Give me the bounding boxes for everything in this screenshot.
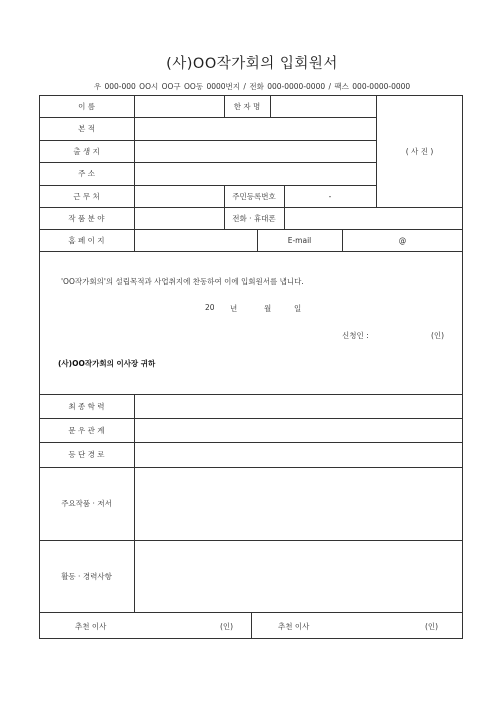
homepage-field[interactable] [134,229,257,251]
resident-number-label: 주민등록번호 [232,191,276,201]
works-field[interactable] [134,467,463,540]
date-year: 년 [230,304,238,313]
applicant-seal: (인) [431,331,445,340]
declaration-statement: 'OO작가회의'의 설립목적과 사업취지에 찬동하여 이에 입회원서를 냅니다. [61,277,304,286]
address-label: 주 소 [78,169,95,178]
activities-label: 활동 · 경력사항 [61,571,112,581]
email-field[interactable]: @ [398,235,407,245]
recommender-1-seal: (인) [220,622,234,631]
birthplace-field[interactable] [134,140,376,162]
education-label: 최 종 학 력 [68,401,105,411]
education-field[interactable] [134,394,463,418]
resident-number-field[interactable]: - [328,191,332,201]
recommender-2-label: 추천 이사 [278,622,310,631]
recommender-2-seal: (인) [425,622,439,631]
hometown-label: 본 적 [78,124,95,133]
applicant-label: 신청인 : [342,331,369,340]
genre-label: 작 품 분 야 [68,213,105,223]
row-divider [39,251,463,252]
form-title: (사)OO작가회의 입회원서 [166,56,338,72]
photo-box: ( 사 진 ) [405,146,434,156]
homepage-label: 홈 페 이 지 [68,235,105,245]
debut-field[interactable] [134,442,463,467]
date-day: 일 [294,304,302,313]
hanja-name-field[interactable] [270,95,376,117]
hanja-name-label: 한 자 명 [233,101,261,111]
literary-relation-label: 문 우 관 계 [68,425,105,435]
birthplace-label: 출 생 지 [73,146,100,156]
col-divider [251,612,252,639]
phone-mobile-field[interactable] [284,207,463,229]
name-label: 이 름 [78,101,95,111]
name-field[interactable] [134,95,224,117]
address-line: 우 000-000 OO시 OO구 OO동 0000번지 / 전화 000-0000-0000 / 팩스 000-0000-0000 [93,82,411,91]
activities-field[interactable] [134,540,463,612]
address-field[interactable] [134,162,376,185]
workplace-field[interactable] [134,185,224,207]
addressee: (사)OO작가회의 이사장 귀하 [58,359,156,368]
hometown-field[interactable] [134,117,376,140]
email-label: E-mail [287,235,312,245]
workplace-label: 근 무 처 [73,191,100,201]
genre-field[interactable] [134,207,224,229]
date-month: 월 [264,304,272,313]
literary-relation-field[interactable] [134,418,463,442]
recommender-1-label: 추천 이사 [75,622,107,631]
debut-label: 등 단 경 로 [68,450,105,459]
works-label: 주요작품 · 저서 [61,499,112,508]
phone-mobile-label: 전화 · 휴대폰 [232,213,276,223]
date-year-prefix: 20 [205,303,215,312]
